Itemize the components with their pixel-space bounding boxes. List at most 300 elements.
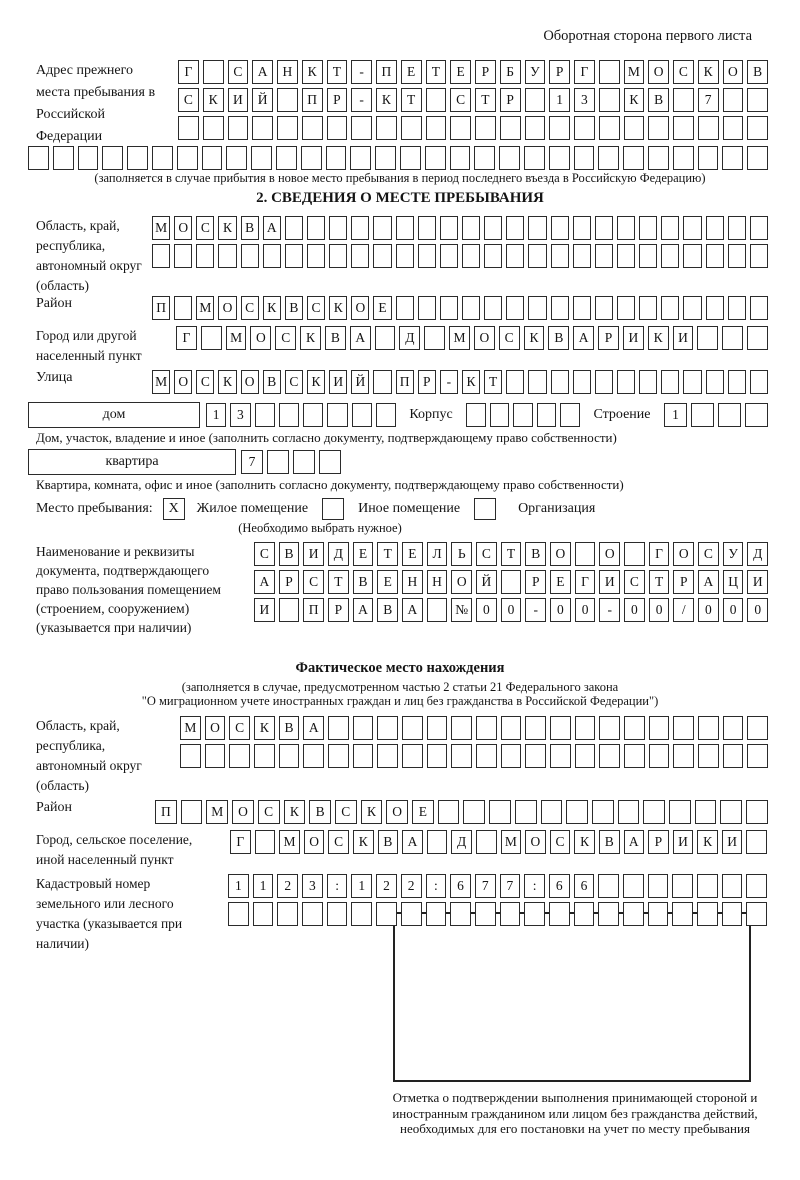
char-cell[interactable]	[639, 370, 657, 394]
char-cell[interactable]: -	[525, 598, 546, 622]
char-cell[interactable]: И	[673, 326, 694, 350]
char-cell[interactable]: У	[525, 60, 546, 84]
char-cell[interactable]	[683, 244, 701, 268]
char-cell[interactable]: М	[501, 830, 522, 854]
char-cell[interactable]	[698, 116, 719, 140]
char-cell[interactable]: О	[241, 370, 259, 394]
char-cell[interactable]: О	[174, 216, 192, 240]
char-cell[interactable]	[78, 146, 99, 170]
char-cell[interactable]: 7	[500, 874, 521, 898]
char-cell[interactable]	[574, 146, 595, 170]
char-cell[interactable]	[418, 244, 436, 268]
char-cell[interactable]	[474, 146, 495, 170]
char-cell[interactable]	[673, 744, 694, 768]
char-cell[interactable]	[329, 244, 347, 268]
char-cell[interactable]	[303, 744, 324, 768]
char-cell[interactable]	[673, 146, 694, 170]
char-cell[interactable]: П	[376, 60, 397, 84]
char-cell[interactable]	[440, 296, 458, 320]
char-cell[interactable]: 0	[624, 598, 645, 622]
char-cell[interactable]: Р	[549, 60, 570, 84]
char-cell[interactable]: 0	[501, 598, 522, 622]
char-cell[interactable]: Й	[476, 570, 497, 594]
char-cell[interactable]: С	[698, 542, 719, 566]
char-cell[interactable]	[598, 874, 619, 898]
char-cell[interactable]	[400, 146, 421, 170]
char-cell[interactable]	[279, 744, 300, 768]
char-cell[interactable]	[669, 800, 691, 824]
char-cell[interactable]: У	[723, 542, 744, 566]
char-cell[interactable]	[102, 146, 123, 170]
char-cell[interactable]: Р	[648, 830, 669, 854]
char-cell[interactable]: В	[648, 88, 669, 112]
char-cell[interactable]: №	[451, 598, 472, 622]
char-cell[interactable]	[723, 716, 744, 740]
char-cell[interactable]: Т	[328, 570, 349, 594]
char-cell[interactable]: Г	[176, 326, 197, 350]
char-cell[interactable]	[549, 116, 570, 140]
char-cell[interactable]	[500, 116, 521, 140]
char-cell[interactable]: В	[599, 830, 620, 854]
char-cell[interactable]	[396, 244, 414, 268]
char-cell[interactable]: /	[673, 598, 694, 622]
char-cell[interactable]: В	[747, 60, 768, 84]
char-cell[interactable]	[174, 296, 192, 320]
char-cell[interactable]	[506, 244, 524, 268]
char-cell[interactable]: Н	[427, 570, 448, 594]
char-cell[interactable]: Е	[373, 296, 391, 320]
char-cell[interactable]	[672, 902, 693, 926]
char-cell[interactable]: О	[599, 542, 620, 566]
char-cell[interactable]: 1	[351, 874, 372, 898]
char-cell[interactable]: Ц	[723, 570, 744, 594]
char-cell[interactable]	[377, 744, 398, 768]
char-cell[interactable]	[595, 216, 613, 240]
char-cell[interactable]: М	[624, 60, 645, 84]
char-cell[interactable]	[484, 244, 502, 268]
char-cell[interactable]	[718, 403, 741, 427]
char-cell[interactable]: Й	[252, 88, 273, 112]
char-cell[interactable]: С	[673, 60, 694, 84]
char-cell[interactable]	[528, 216, 546, 240]
char-cell[interactable]	[617, 244, 635, 268]
char-cell[interactable]: В	[241, 216, 259, 240]
char-cell[interactable]	[177, 146, 198, 170]
char-cell[interactable]: :	[524, 874, 545, 898]
char-cell[interactable]	[648, 116, 669, 140]
char-cell[interactable]: С	[303, 570, 324, 594]
char-cell[interactable]: С	[307, 296, 325, 320]
char-cell[interactable]	[241, 244, 259, 268]
char-cell[interactable]: К	[376, 88, 397, 112]
char-cell[interactable]	[327, 902, 348, 926]
char-cell[interactable]: С	[275, 326, 296, 350]
char-cell[interactable]	[723, 116, 744, 140]
char-cell[interactable]: М	[449, 326, 470, 350]
char-cell[interactable]	[462, 244, 480, 268]
char-cell[interactable]	[573, 244, 591, 268]
char-cell[interactable]	[549, 146, 570, 170]
char-cell[interactable]: О	[550, 542, 571, 566]
char-cell[interactable]	[426, 902, 447, 926]
char-cell[interactable]: Е	[550, 570, 571, 594]
char-cell[interactable]: И	[747, 570, 768, 594]
char-cell[interactable]: -	[351, 88, 372, 112]
char-cell[interactable]: Т	[426, 60, 447, 84]
char-cell[interactable]	[698, 716, 719, 740]
char-cell[interactable]: А	[573, 326, 594, 350]
char-cell[interactable]	[205, 744, 226, 768]
char-cell[interactable]	[617, 370, 635, 394]
char-cell[interactable]	[307, 244, 325, 268]
char-cell[interactable]	[475, 902, 496, 926]
char-cell[interactable]: Т	[377, 542, 398, 566]
char-cell[interactable]	[267, 450, 289, 474]
char-cell[interactable]	[525, 116, 546, 140]
char-cell[interactable]: О	[525, 830, 546, 854]
char-cell[interactable]: К	[524, 326, 545, 350]
char-cell[interactable]	[425, 146, 446, 170]
char-cell[interactable]: -	[351, 60, 372, 84]
char-cell[interactable]	[484, 216, 502, 240]
char-cell[interactable]	[695, 800, 717, 824]
char-cell[interactable]	[661, 370, 679, 394]
char-cell[interactable]: О	[174, 370, 192, 394]
char-cell[interactable]: К	[361, 800, 383, 824]
char-cell[interactable]: М	[226, 326, 247, 350]
char-cell[interactable]	[352, 403, 372, 427]
char-cell[interactable]: С	[335, 800, 357, 824]
char-cell[interactable]: Е	[401, 60, 422, 84]
char-cell[interactable]: К	[254, 716, 275, 740]
char-cell[interactable]: О	[250, 326, 271, 350]
char-cell[interactable]	[706, 370, 724, 394]
char-cell[interactable]	[706, 216, 724, 240]
char-cell[interactable]: В	[285, 296, 303, 320]
char-cell[interactable]: О	[205, 716, 226, 740]
char-cell[interactable]	[253, 902, 274, 926]
char-cell[interactable]	[196, 244, 214, 268]
char-cell[interactable]	[451, 716, 472, 740]
kvartira-box[interactable]: квартира	[28, 449, 236, 475]
char-cell[interactable]	[672, 874, 693, 898]
char-cell[interactable]	[720, 800, 742, 824]
char-cell[interactable]	[624, 716, 645, 740]
char-cell[interactable]	[747, 326, 768, 350]
char-cell[interactable]	[574, 116, 595, 140]
char-cell[interactable]	[528, 370, 546, 394]
checkbox-organizaciya[interactable]	[474, 498, 496, 520]
char-cell[interactable]	[228, 902, 249, 926]
char-cell[interactable]: И	[623, 326, 644, 350]
char-cell[interactable]	[747, 88, 768, 112]
char-cell[interactable]: М	[206, 800, 228, 824]
char-cell[interactable]	[319, 450, 341, 474]
char-cell[interactable]: Т	[475, 88, 496, 112]
char-cell[interactable]	[127, 146, 148, 170]
char-cell[interactable]	[649, 744, 670, 768]
char-cell[interactable]	[285, 244, 303, 268]
char-cell[interactable]	[697, 874, 718, 898]
char-cell[interactable]	[424, 326, 445, 350]
char-cell[interactable]: К	[218, 216, 236, 240]
char-cell[interactable]	[254, 744, 275, 768]
char-cell[interactable]	[329, 216, 347, 240]
char-cell[interactable]	[327, 403, 347, 427]
char-cell[interactable]	[683, 296, 701, 320]
char-cell[interactable]	[28, 146, 49, 170]
char-cell[interactable]	[722, 874, 743, 898]
char-cell[interactable]	[728, 370, 746, 394]
char-cell[interactable]: :	[327, 874, 348, 898]
char-cell[interactable]	[277, 116, 298, 140]
char-cell[interactable]	[255, 830, 276, 854]
char-cell[interactable]: Д	[399, 326, 420, 350]
char-cell[interactable]: Д	[328, 542, 349, 566]
char-cell[interactable]: К	[284, 800, 306, 824]
char-cell[interactable]: М	[152, 370, 170, 394]
char-cell[interactable]	[279, 598, 300, 622]
char-cell[interactable]	[623, 874, 644, 898]
char-cell[interactable]: И	[303, 542, 324, 566]
char-cell[interactable]	[440, 244, 458, 268]
char-cell[interactable]: П	[152, 296, 170, 320]
char-cell[interactable]	[528, 244, 546, 268]
char-cell[interactable]: О	[351, 296, 369, 320]
char-cell[interactable]	[376, 902, 397, 926]
char-cell[interactable]	[438, 800, 460, 824]
char-cell[interactable]: 1	[664, 403, 687, 427]
char-cell[interactable]: О	[648, 60, 669, 84]
char-cell[interactable]	[484, 296, 502, 320]
char-cell[interactable]	[683, 216, 701, 240]
char-cell[interactable]	[661, 216, 679, 240]
char-cell[interactable]	[575, 716, 596, 740]
char-cell[interactable]	[706, 296, 724, 320]
char-cell[interactable]	[506, 296, 524, 320]
char-cell[interactable]: А	[350, 326, 371, 350]
char-cell[interactable]: 7	[698, 88, 719, 112]
char-cell[interactable]: Р	[475, 60, 496, 84]
char-cell[interactable]	[595, 244, 613, 268]
char-cell[interactable]	[697, 902, 718, 926]
char-cell[interactable]	[551, 216, 569, 240]
char-cell[interactable]	[541, 800, 563, 824]
char-cell[interactable]	[550, 716, 571, 740]
char-cell[interactable]	[351, 902, 372, 926]
char-cell[interactable]	[462, 296, 480, 320]
char-cell[interactable]	[746, 874, 767, 898]
char-cell[interactable]: П	[302, 88, 323, 112]
char-cell[interactable]	[440, 216, 458, 240]
char-cell[interactable]	[377, 716, 398, 740]
char-cell[interactable]	[490, 403, 510, 427]
char-cell[interactable]	[353, 716, 374, 740]
char-cell[interactable]: О	[474, 326, 495, 350]
char-cell[interactable]: 1	[206, 403, 226, 427]
char-cell[interactable]	[698, 146, 719, 170]
char-cell[interactable]	[426, 88, 447, 112]
char-cell[interactable]	[375, 326, 396, 350]
char-cell[interactable]: 1	[228, 874, 249, 898]
char-cell[interactable]	[500, 902, 521, 926]
char-cell[interactable]: П	[155, 800, 177, 824]
char-cell[interactable]	[624, 744, 645, 768]
char-cell[interactable]	[53, 146, 74, 170]
char-cell[interactable]: И	[329, 370, 347, 394]
char-cell[interactable]: 0	[723, 598, 744, 622]
char-cell[interactable]	[252, 116, 273, 140]
char-cell[interactable]	[462, 216, 480, 240]
char-cell[interactable]	[747, 146, 768, 170]
char-cell[interactable]: 0	[649, 598, 670, 622]
char-cell[interactable]: И	[254, 598, 275, 622]
char-cell[interactable]: К	[698, 60, 719, 84]
char-cell[interactable]	[722, 146, 743, 170]
char-cell[interactable]	[373, 216, 391, 240]
char-cell[interactable]	[599, 116, 620, 140]
char-cell[interactable]	[525, 716, 546, 740]
char-cell[interactable]	[551, 370, 569, 394]
char-cell[interactable]	[575, 542, 596, 566]
char-cell[interactable]	[746, 800, 768, 824]
char-cell[interactable]: О	[673, 542, 694, 566]
char-cell[interactable]	[255, 403, 275, 427]
char-cell[interactable]	[353, 744, 374, 768]
char-cell[interactable]: Й	[351, 370, 369, 394]
char-cell[interactable]: 0	[550, 598, 571, 622]
char-cell[interactable]	[551, 296, 569, 320]
char-cell[interactable]	[722, 326, 743, 350]
char-cell[interactable]	[174, 244, 192, 268]
char-cell[interactable]	[350, 146, 371, 170]
char-cell[interactable]	[401, 902, 422, 926]
char-cell[interactable]	[599, 744, 620, 768]
char-cell[interactable]	[375, 146, 396, 170]
char-cell[interactable]: О	[304, 830, 325, 854]
char-cell[interactable]	[525, 88, 546, 112]
char-cell[interactable]	[728, 296, 746, 320]
char-cell[interactable]: С	[476, 542, 497, 566]
char-cell[interactable]	[351, 116, 372, 140]
char-cell[interactable]	[648, 874, 669, 898]
char-cell[interactable]: К	[353, 830, 374, 854]
char-cell[interactable]: И	[673, 830, 694, 854]
char-cell[interactable]: М	[279, 830, 300, 854]
char-cell[interactable]	[302, 116, 323, 140]
char-cell[interactable]	[618, 800, 640, 824]
char-cell[interactable]	[276, 146, 297, 170]
char-cell[interactable]	[575, 744, 596, 768]
char-cell[interactable]: С	[228, 60, 249, 84]
char-cell[interactable]	[229, 744, 250, 768]
char-cell[interactable]	[466, 403, 486, 427]
char-cell[interactable]: Т	[401, 88, 422, 112]
char-cell[interactable]	[595, 296, 613, 320]
char-cell[interactable]: Е	[450, 60, 471, 84]
char-cell[interactable]: В	[263, 370, 281, 394]
char-cell[interactable]	[351, 216, 369, 240]
char-cell[interactable]: С	[229, 716, 250, 740]
char-cell[interactable]	[277, 902, 298, 926]
char-cell[interactable]: В	[325, 326, 346, 350]
char-cell[interactable]	[723, 744, 744, 768]
char-cell[interactable]	[450, 902, 471, 926]
char-cell[interactable]: Р	[673, 570, 694, 594]
char-cell[interactable]: Р	[500, 88, 521, 112]
char-cell[interactable]: 0	[476, 598, 497, 622]
char-cell[interactable]	[537, 403, 557, 427]
char-cell[interactable]	[673, 88, 694, 112]
char-cell[interactable]	[418, 296, 436, 320]
char-cell[interactable]	[303, 403, 323, 427]
char-cell[interactable]: К	[307, 370, 325, 394]
char-cell[interactable]: К	[462, 370, 480, 394]
char-cell[interactable]: С	[258, 800, 280, 824]
char-cell[interactable]: Л	[427, 542, 448, 566]
char-cell[interactable]: -	[599, 598, 620, 622]
char-cell[interactable]: 6	[549, 874, 570, 898]
char-cell[interactable]: Р	[327, 88, 348, 112]
char-cell[interactable]: К	[302, 60, 323, 84]
char-cell[interactable]	[152, 244, 170, 268]
char-cell[interactable]: 0	[698, 598, 719, 622]
char-cell[interactable]: И	[228, 88, 249, 112]
char-cell[interactable]	[722, 902, 743, 926]
char-cell[interactable]	[750, 296, 768, 320]
char-cell[interactable]: Б	[500, 60, 521, 84]
char-cell[interactable]: А	[252, 60, 273, 84]
char-cell[interactable]: Н	[402, 570, 423, 594]
char-cell[interactable]	[402, 716, 423, 740]
char-cell[interactable]: О	[451, 570, 472, 594]
char-cell[interactable]	[623, 902, 644, 926]
char-cell[interactable]: К	[218, 370, 236, 394]
char-cell[interactable]	[746, 902, 767, 926]
char-cell[interactable]	[203, 60, 224, 84]
char-cell[interactable]	[573, 216, 591, 240]
char-cell[interactable]	[277, 88, 298, 112]
char-cell[interactable]: С	[241, 296, 259, 320]
char-cell[interactable]: М	[196, 296, 214, 320]
char-cell[interactable]	[476, 716, 497, 740]
char-cell[interactable]: Д	[451, 830, 472, 854]
char-cell[interactable]: О	[386, 800, 408, 824]
char-cell[interactable]: Г	[574, 60, 595, 84]
char-cell[interactable]: Г	[230, 830, 251, 854]
char-cell[interactable]	[599, 716, 620, 740]
char-cell[interactable]: В	[378, 830, 399, 854]
char-cell[interactable]	[427, 598, 448, 622]
char-cell[interactable]	[525, 744, 546, 768]
char-cell[interactable]: В	[525, 542, 546, 566]
char-cell[interactable]	[549, 902, 570, 926]
char-cell[interactable]	[592, 800, 614, 824]
char-cell[interactable]: 1	[549, 88, 570, 112]
char-cell[interactable]	[450, 116, 471, 140]
char-cell[interactable]	[376, 403, 396, 427]
char-cell[interactable]	[697, 326, 718, 350]
char-cell[interactable]: А	[263, 216, 281, 240]
char-cell[interactable]: С	[328, 830, 349, 854]
char-cell[interactable]	[639, 244, 657, 268]
char-cell[interactable]	[328, 744, 349, 768]
char-cell[interactable]: К	[624, 88, 645, 112]
char-cell[interactable]: А	[624, 830, 645, 854]
char-cell[interactable]: М	[152, 216, 170, 240]
char-cell[interactable]	[623, 146, 644, 170]
char-cell[interactable]: И	[599, 570, 620, 594]
